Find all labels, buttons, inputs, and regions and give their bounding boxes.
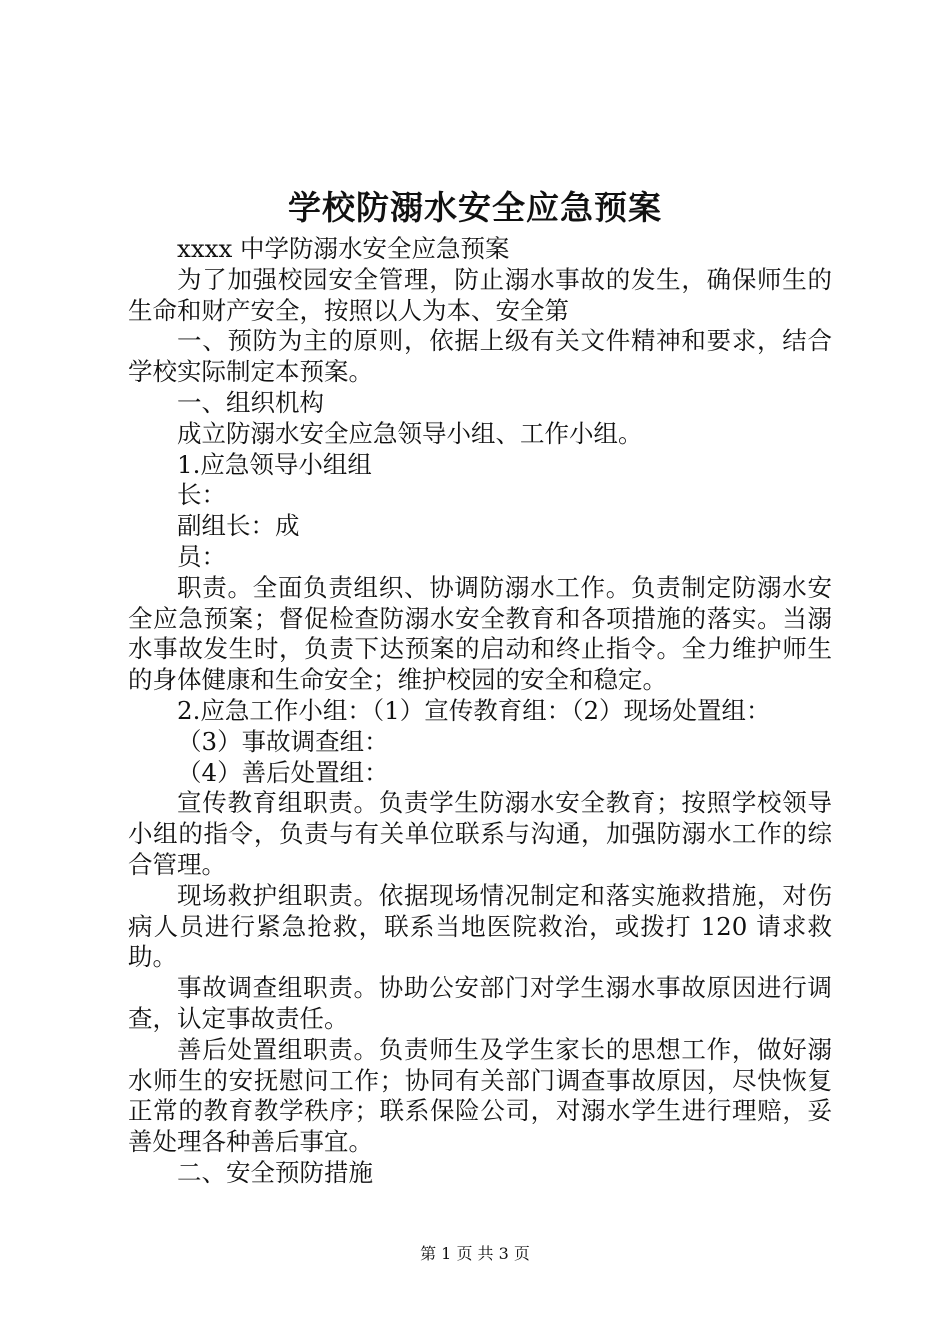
paragraph-work-groups: 2.应急工作小组：（1）宣传教育组：（2）现场处置组： xyxy=(177,695,771,725)
paragraph-school-heading: xxxx 中学防溺水安全应急预案 xyxy=(177,234,510,263)
paragraph-aftermath-duties: 善后处置组职责。负责师生及学生家长的思想工作，做好溺水师生的安抚慰问工作；协同有关部门调查事故原因，尽快恢复正常的教育教学秩序；联系保险公司，对溺水学生进行理赔，妥善处理各种善后事宜。 xyxy=(128,1034,832,1157)
document-body xyxy=(128,234,832,1189)
paragraph-leader-group: 1.应急领导小组组 xyxy=(177,449,372,479)
paragraph-establish-groups: 成立防溺水安全应急领导小组、工作小组。 xyxy=(177,418,643,448)
paragraph-investigation-duties: 事故调查组职责。协助公安部门对学生溺水事故原因进行调查，认定事故责任。 xyxy=(128,973,832,1033)
paragraph-rescue-duties: 现场救护组职责。依据现场情况制定和落实施救措施，对伤病人员进行紧急抢救，联系当地医院救治，或拨打 120 请求救助。 xyxy=(128,880,832,972)
section-heading-prevention: 二、安全预防措施 xyxy=(177,1157,373,1187)
paragraph-leader-duties: 职责。全面负责组织、协调防溺水工作。负责制定防溺水安全应急预案；督促检查防溺水安全教育和各项措施的落实。当溺水事故发生时，负责下达预案的启动和终止指令。全力维护师生的身体健康和生命安全；维护校园的安全和稳定。 xyxy=(128,572,832,695)
paragraph-intro: 为了加强校园安全管理，防止溺水事故的发生，确保师生的生命和财产安全，按照以人为本、安全第 xyxy=(128,264,832,325)
document-title: 学校防溺水安全应急预案 xyxy=(288,188,662,227)
paragraph-investigation-group: （3）事故调查组： xyxy=(177,726,389,756)
paragraph-leader: 长： xyxy=(177,480,226,510)
paragraph-publicity-duties: 宣传教育组职责。负责学生防溺水安全教育；按照学校领导小组的指令，负责与有关单位联系与沟通，加强防溺水工作的综合管理。 xyxy=(128,788,832,879)
section-heading-organization: 一、组织机构 xyxy=(177,387,324,417)
paragraph-members: 员： xyxy=(177,541,226,571)
paragraph-aftermath-group: （4）善后处置组： xyxy=(177,757,389,787)
page-footer: 第 1 页 共 3 页 xyxy=(420,1244,530,1263)
paragraph-principle: 一、预防为主的原则，依据上级有关文件精神和要求，结合学校实际制定本预案。 xyxy=(128,326,832,387)
paragraph-deputy-leader: 副组长：成 xyxy=(177,511,300,541)
